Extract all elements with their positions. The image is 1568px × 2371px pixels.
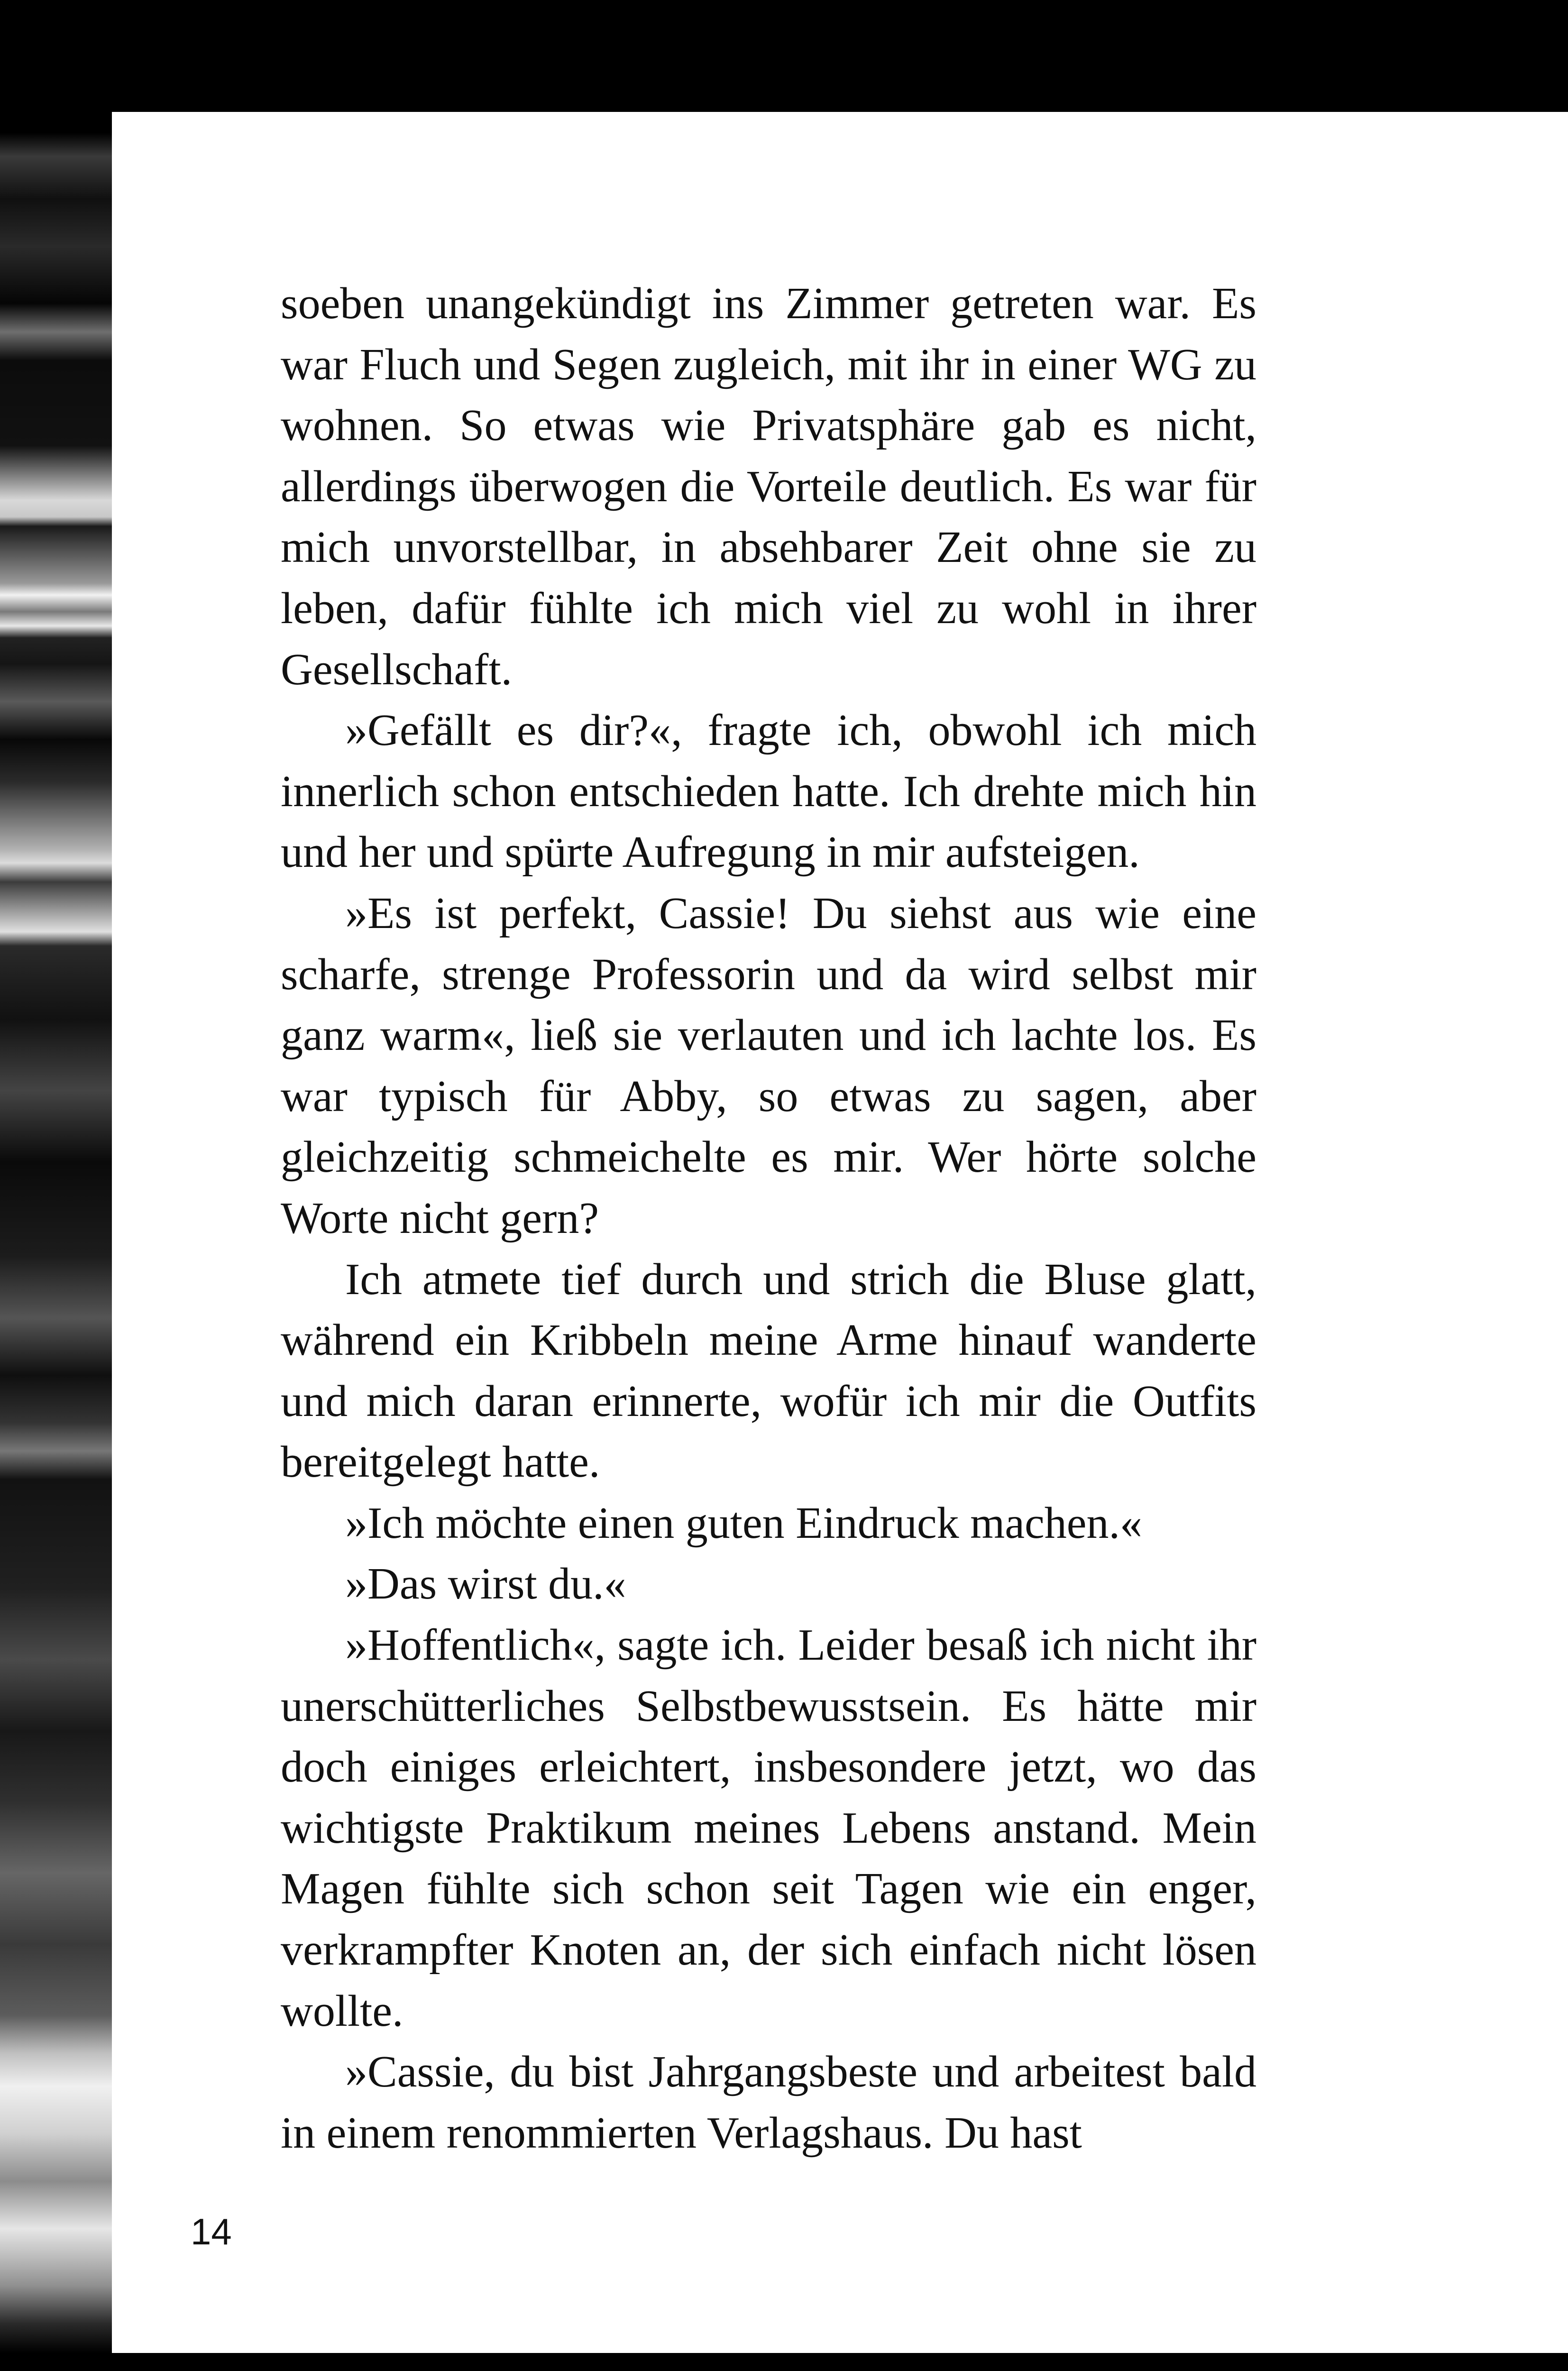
book-page <box>112 112 1568 2353</box>
paragraph: »Das wirst du.« <box>345 1559 626 1609</box>
paragraph: »Hoffentlich«, sagte ich. Leider besaß ich nicht ihr unerschütterliches Selbstbewusstsein. Es hätte mir doch einiges erleichtert, insbesondere jetzt, wo das wichtigste Praktikum meines Lebens anstand. Mein Magen fühlte sich schon seit Tagen wie ein enger, verkrampfter Knoten an, der sich einfach nicht lösen wollte. <box>281 1620 1256 2036</box>
top-black-border <box>0 0 1568 112</box>
paragraph: »Ich möchte einen guten Eindruck machen.« <box>345 1498 1142 1548</box>
paragraph-continuation: soeben unangekündigt ins Zimmer getreten war. Es war Fluch und Segen zugleich, mit ihr in einer WG zu wohnen. So etwas wie Privatsphäre gab es nicht, allerdings überwogen die Vorteile deutlich. Es war für mich unvorstellbar, in absehbarer Zeit ohne sie zu leben, dafür fühlte ich mich viel zu wohl in ihrer Gesellschaft. <box>281 279 1256 694</box>
paragraph: Ich atmete tief durch und strich die Bluse glatt, während ein Kribbeln meine Arme hinauf wanderte und mich daran erinnerte, wofür ich mir die Outfits bereitgelegt hatte. <box>281 1254 1256 1487</box>
paragraph: »Gefällt es dir?«, fragte ich, obwohl ich mich innerlich schon entschieden hatte. Ich drehte mich hin und her und spürte Aufregung in mir aufsteigen. <box>281 706 1256 877</box>
bottom-black-border <box>0 2353 1568 2371</box>
body-text <box>281 273 1256 2163</box>
paragraph: »Es ist perfekt, Cassie! Du siehst aus wie eine scharfe, strenge Professorin und da wird selbst mir ganz warm«, ließ sie verlauten und ich lachte los. Es war typisch für Abby, so etwas zu sagen, aber gleichzeitig schmeichelte es mir. Wer hörte solche Worte nicht gern? <box>281 888 1256 1243</box>
page-number: 14 <box>191 2211 232 2252</box>
left-binding-strip <box>0 0 112 2371</box>
paragraph: »Cassie, du bist Jahrgangsbeste und arbeitest bald in einem renommierten Verlagshaus. Du hast <box>281 2047 1256 2158</box>
